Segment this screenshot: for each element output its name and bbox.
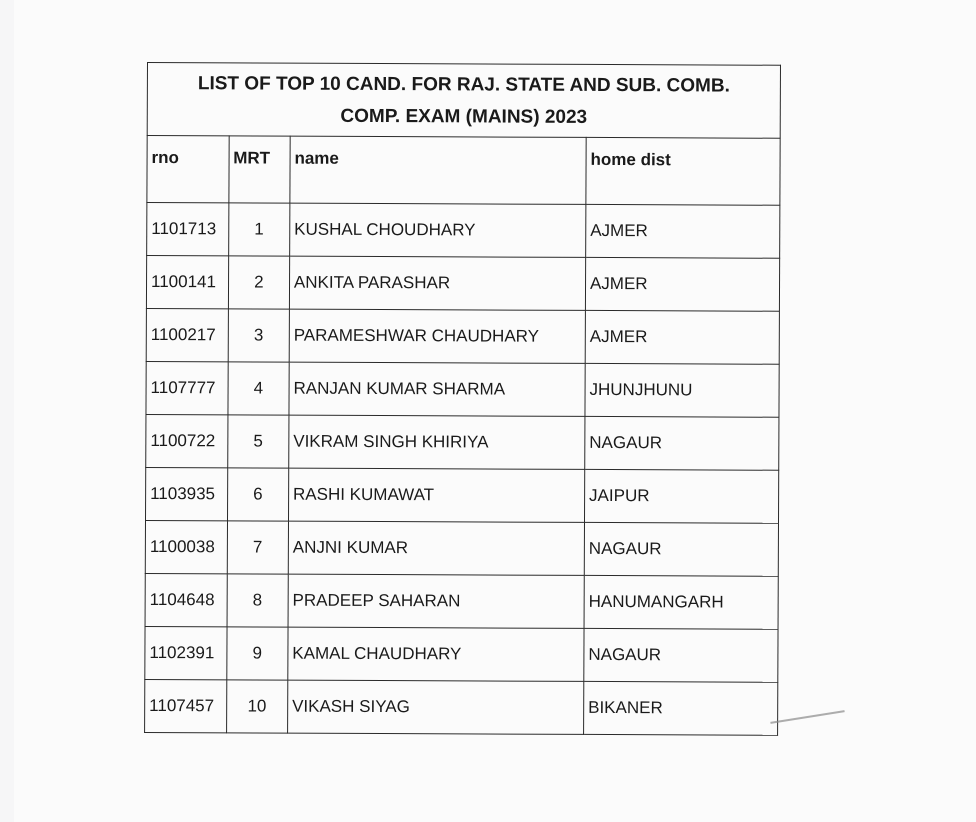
table-row (146, 414, 779, 470)
cell-name: PARAMESHWAR CHAUDHARY (289, 309, 585, 363)
table-row (145, 520, 778, 576)
table-row (146, 256, 779, 312)
cell-mrt: 2 (228, 256, 289, 309)
cell-home-dist: JAIPUR (584, 469, 778, 523)
cell-mrt: 7 (227, 521, 288, 574)
cell-mrt: 10 (226, 680, 287, 733)
cell-mrt: 4 (228, 362, 289, 415)
cell-home-dist: AJMER (586, 204, 780, 258)
table-row (145, 679, 778, 735)
table-header-row (147, 136, 780, 206)
cell-rno: 1102391 (145, 626, 227, 679)
cell-mrt: 5 (227, 415, 288, 468)
cell-home-dist: JHUNJHUNU (585, 363, 779, 417)
column-header-name: name (290, 136, 586, 204)
cell-home-dist: HANUMANGARH (584, 575, 778, 629)
cell-home-dist: AJMER (585, 310, 779, 364)
cell-name: RASHI KUMAWAT (288, 468, 584, 522)
results-table (144, 62, 781, 736)
cell-name: ANJNI KUMAR (288, 521, 584, 575)
table-row (146, 308, 779, 364)
cell-name: KAMAL CHAUDHARY (288, 627, 584, 681)
cell-rno: 1100217 (146, 308, 228, 361)
cell-rno: 1100141 (146, 256, 228, 309)
cell-mrt: 9 (226, 627, 287, 680)
cell-rno: 1104648 (145, 573, 227, 626)
table-row (145, 467, 778, 523)
cell-mrt: 6 (227, 468, 288, 521)
cell-rno: 1100038 (145, 520, 227, 573)
cell-home-dist: AJMER (585, 257, 779, 311)
column-header-rno: rno (147, 136, 229, 203)
cell-name: RANJAN KUMAR SHARMA (289, 362, 585, 416)
cell-home-dist: NAGAUR (584, 522, 778, 576)
cell-home-dist: NAGAUR (585, 416, 779, 470)
table-title-line-1: LIST OF TOP 10 CAND. FOR RAJ. STATE AND SUB. COMB. (197, 73, 730, 97)
cell-rno: 1103935 (145, 467, 227, 520)
cell-mrt: 1 (228, 203, 289, 256)
cell-name: ANKITA PARASHAR (289, 256, 585, 310)
table-title (147, 63, 780, 139)
table-row (147, 203, 780, 259)
column-header-home-dist: home dist (586, 137, 780, 205)
cell-rno: 1107457 (145, 679, 227, 732)
cell-home-dist: NAGAUR (584, 628, 778, 682)
table-title-line-2: COMP. EXAM (MAINS) 2023 (340, 105, 588, 128)
column-header-mrt: MRT (229, 136, 291, 203)
cell-name: VIKRAM SINGH KHIRIYA (289, 415, 585, 469)
cell-rno: 1100722 (146, 414, 228, 467)
table-row (145, 573, 778, 629)
cell-name: KUSHAL CHOUDHARY (290, 203, 586, 257)
table-row (145, 626, 778, 682)
cell-name: PRADEEP SAHARAN (288, 574, 584, 628)
cell-name: VIKASH SIYAG (287, 680, 583, 734)
cell-mrt: 8 (227, 574, 288, 627)
cell-rno: 1101713 (147, 203, 229, 256)
table-row (146, 361, 779, 417)
cell-rno: 1107777 (146, 361, 228, 414)
cell-mrt: 3 (228, 309, 289, 362)
cell-home-dist: BIKANER (584, 681, 778, 735)
